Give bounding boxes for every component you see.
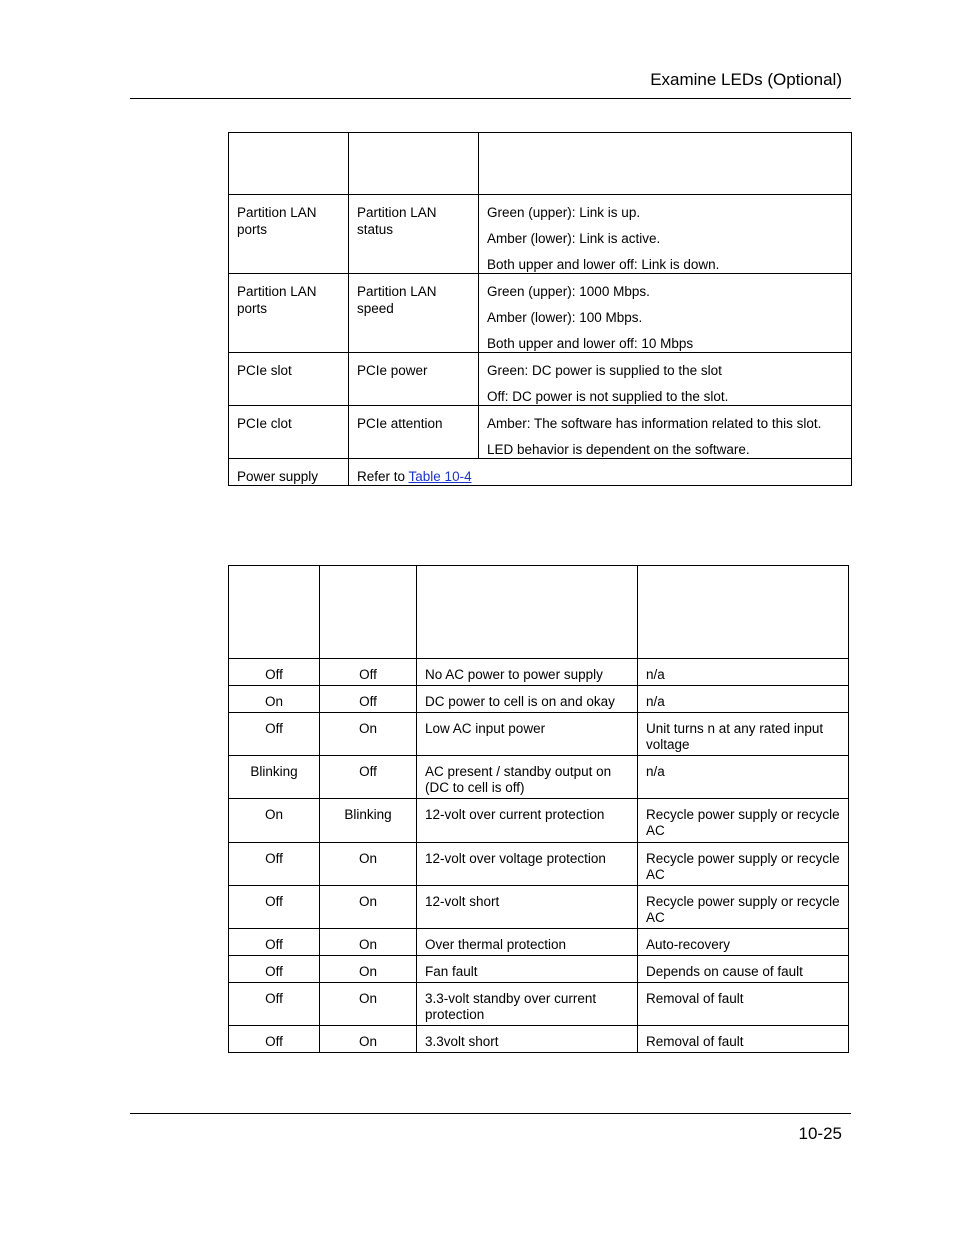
- led-state-cell: Off: [229, 886, 320, 929]
- power-supply-led-table: [228, 565, 849, 1053]
- action-cell: n/a: [638, 659, 849, 686]
- led-location-cell: Power supply: [229, 459, 349, 486]
- condition-cell: Low AC input power: [417, 713, 638, 756]
- table-header-cell: [320, 566, 417, 659]
- condition-cell: Fan fault: [417, 956, 638, 983]
- led-state-cell: On: [320, 843, 417, 886]
- led-state-cell: Off: [229, 956, 320, 983]
- led-state-cell: Off: [320, 756, 417, 799]
- table-header-cell: [229, 133, 349, 195]
- description-line: Amber (lower): 100 Mbps.: [487, 310, 643, 325]
- led-state-cell: Off: [229, 1026, 320, 1053]
- condition-cell: DC power to cell is on and okay: [417, 686, 638, 713]
- led-description-cell: [479, 274, 852, 353]
- power-supply-reference-cell: [349, 459, 852, 486]
- action-cell: Recycle power supply or recycle AC: [638, 799, 849, 843]
- table-row: [229, 1026, 849, 1053]
- led-name-cell: Partition LAN speed: [349, 274, 479, 353]
- condition-cell: 3.3-volt standby over current protection: [417, 983, 638, 1026]
- condition-cell: AC present / standby output on (DC to cell is off): [417, 756, 638, 799]
- led-description-cell: [479, 406, 852, 459]
- description-line: Green: DC power is supplied to the slot: [487, 363, 722, 378]
- table-row: [229, 686, 849, 713]
- table-reference-link[interactable]: Table 10-4: [408, 469, 472, 484]
- condition-cell: No AC power to power supply: [417, 659, 638, 686]
- led-location-cell: Partition LAN ports: [229, 274, 349, 353]
- led-status-table: [228, 132, 852, 486]
- led-state-cell: On: [320, 956, 417, 983]
- table-row: [229, 459, 852, 486]
- condition-cell: Over thermal protection: [417, 929, 638, 956]
- table-header-row: [229, 133, 852, 195]
- table-row: [229, 886, 849, 929]
- header-divider: [130, 98, 851, 99]
- action-cell: Recycle power supply or recycle AC: [638, 886, 849, 929]
- led-state-cell: On: [320, 1026, 417, 1053]
- action-cell: Removal of fault: [638, 983, 849, 1026]
- description-line: Both upper and lower off: 10 Mbps: [487, 336, 694, 351]
- condition-cell: 12-volt over current protection: [417, 799, 638, 843]
- description-line: Amber (lower): Link is active.: [487, 231, 661, 246]
- table-header-cell: [417, 566, 638, 659]
- table-header-cell: [229, 566, 320, 659]
- table-row: [229, 756, 849, 799]
- led-state-cell: On: [229, 799, 320, 843]
- condition-cell: 12-volt short: [417, 886, 638, 929]
- description-line: Both upper and lower off: Link is down.: [487, 257, 720, 272]
- table-header-cell: [638, 566, 849, 659]
- description-line: Amber: The software has information related to this slot.: [487, 416, 822, 431]
- action-cell: n/a: [638, 686, 849, 713]
- table-row: [229, 983, 849, 1026]
- led-state-cell: Blinking: [229, 756, 320, 799]
- led-state-cell: On: [320, 983, 417, 1026]
- led-name-cell: Partition LAN status: [349, 195, 479, 274]
- table-row: [229, 274, 852, 353]
- led-state-cell: On: [229, 686, 320, 713]
- refer-to-text: Refer to: [357, 469, 409, 484]
- condition-cell: 3.3volt short: [417, 1026, 638, 1053]
- table-row: [229, 353, 852, 406]
- description-line: Green (upper): Link is up.: [487, 205, 641, 220]
- table-header-cell: [349, 133, 479, 195]
- action-cell: Unit turns n at any rated input voltage: [638, 713, 849, 756]
- table-header-cell: [479, 133, 852, 195]
- table-row: [229, 956, 849, 983]
- table-row: [229, 406, 852, 459]
- table-row: [229, 713, 849, 756]
- led-state-cell: Off: [320, 659, 417, 686]
- table-row: [229, 929, 849, 956]
- action-cell: Removal of fault: [638, 1026, 849, 1053]
- description-line: Green (upper): 1000 Mbps.: [487, 284, 650, 299]
- led-state-cell: On: [320, 886, 417, 929]
- led-location-cell: Partition LAN ports: [229, 195, 349, 274]
- action-cell: n/a: [638, 756, 849, 799]
- led-location-cell: PCIe clot: [229, 406, 349, 459]
- led-state-cell: Off: [229, 659, 320, 686]
- table-row: [229, 659, 849, 686]
- led-name-cell: PCIe power: [349, 353, 479, 406]
- action-cell: Depends on cause of fault: [638, 956, 849, 983]
- led-state-cell: On: [320, 929, 417, 956]
- action-cell: Auto-recovery: [638, 929, 849, 956]
- led-state-cell: Off: [229, 983, 320, 1026]
- led-state-cell: Off: [320, 686, 417, 713]
- led-location-cell: PCIe slot: [229, 353, 349, 406]
- led-state-cell: Off: [229, 843, 320, 886]
- led-state-cell: Blinking: [320, 799, 417, 843]
- page-number: 10-25: [798, 1124, 842, 1143]
- led-description-cell: [479, 195, 852, 274]
- table-row: [229, 195, 852, 274]
- table-row: [229, 843, 849, 886]
- led-name-cell: PCIe attention: [349, 406, 479, 459]
- table-header-row: [229, 566, 849, 659]
- condition-cell: 12-volt over voltage protection: [417, 843, 638, 886]
- page-header-title: Examine LEDs (Optional): [650, 70, 842, 89]
- footer-divider: [130, 1113, 851, 1114]
- action-cell: Recycle power supply or recycle AC: [638, 843, 849, 886]
- led-state-cell: Off: [229, 713, 320, 756]
- description-line: Off: DC power is not supplied to the slot.: [487, 389, 729, 404]
- led-description-cell: [479, 353, 852, 406]
- led-state-cell: On: [320, 713, 417, 756]
- led-state-cell: Off: [229, 929, 320, 956]
- table-row: [229, 799, 849, 843]
- description-line: LED behavior is dependent on the software.: [487, 442, 750, 457]
